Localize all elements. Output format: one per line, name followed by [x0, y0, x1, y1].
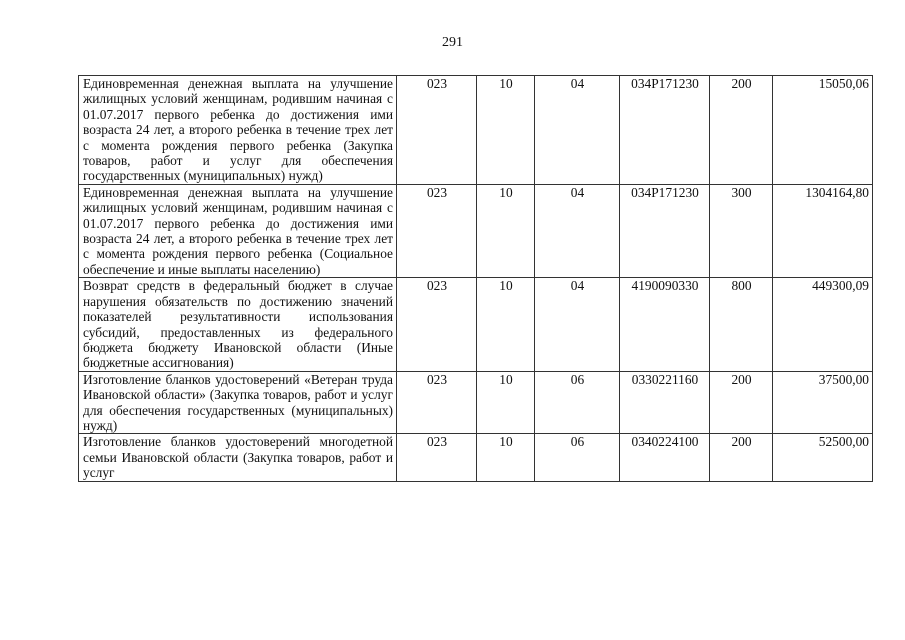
table-row [79, 278, 873, 371]
table-row [79, 434, 873, 481]
target-article-code: 0340224100 [620, 434, 710, 481]
amount: 15050,06 [773, 76, 873, 185]
section-code: 10 [477, 76, 535, 185]
target-article-code: 0330221160 [620, 371, 710, 434]
table-row [79, 76, 873, 185]
expense-type-code: 200 [710, 434, 773, 481]
ministry-code: 023 [397, 76, 477, 185]
row-description: Возврат средств в федеральный бюджет в случае нарушения обязательств по достижению значений показателей результативности использования субсидий, предоставленных из федерального бюджета бюджету Ивановской области (Иные бюджетные ассигнования) [79, 278, 397, 371]
section-code: 10 [477, 434, 535, 481]
expense-type-code: 200 [710, 371, 773, 434]
ministry-code: 023 [397, 278, 477, 371]
row-description: Изготовление бланков удостоверений «Ветеран труда Ивановской области» (Закупка товаров, работ и услуг для обеспечения государственных (муниципальных) нужд) [79, 371, 397, 434]
subsection-code: 04 [535, 184, 620, 277]
section-code: 10 [477, 278, 535, 371]
ministry-code: 023 [397, 184, 477, 277]
page-number: 291 [442, 35, 463, 50]
amount: 1304164,80 [773, 184, 873, 277]
section-code: 10 [477, 184, 535, 277]
expense-type-code: 200 [710, 76, 773, 185]
row-description: Изготовление бланков удостоверений многодетной семьи Ивановской области (Закупка товаров, работ и услуг [79, 434, 397, 481]
subsection-code: 06 [535, 434, 620, 481]
row-description: Единовременная денежная выплата на улучшение жилищных условий женщинам, родившим начиная с 01.07.2017 первого ребенка до достижения ими возраста 24 лет, а второго ребенка в течение трех лет с момента рождения первого ребенка (Закупка товаров, работ и услуг для обеспечения государственных (муниципальных) нужд) [79, 76, 397, 185]
expense-type-code: 300 [710, 184, 773, 277]
amount: 449300,09 [773, 278, 873, 371]
expense-type-code: 800 [710, 278, 773, 371]
amount: 52500,00 [773, 434, 873, 481]
subsection-code: 04 [535, 76, 620, 185]
subsection-code: 04 [535, 278, 620, 371]
ministry-code: 023 [397, 371, 477, 434]
target-article-code: 4190090330 [620, 278, 710, 371]
amount: 37500,00 [773, 371, 873, 434]
subsection-code: 06 [535, 371, 620, 434]
row-description: Единовременная денежная выплата на улучшение жилищных условий женщинам, родившим начиная с 01.07.2017 первого ребенка до достижения ими возраста 24 лет, а второго ребенка в течение трех лет с момента рождения первого ребенка (Социальное обеспечение и иные выплаты населению) [79, 184, 397, 277]
target-article-code: 034P171230 [620, 184, 710, 277]
budget-table [78, 75, 873, 482]
table-row [79, 371, 873, 434]
section-code: 10 [477, 371, 535, 434]
ministry-code: 023 [397, 434, 477, 481]
target-article-code: 034P171230 [620, 76, 710, 185]
table-row [79, 184, 873, 277]
